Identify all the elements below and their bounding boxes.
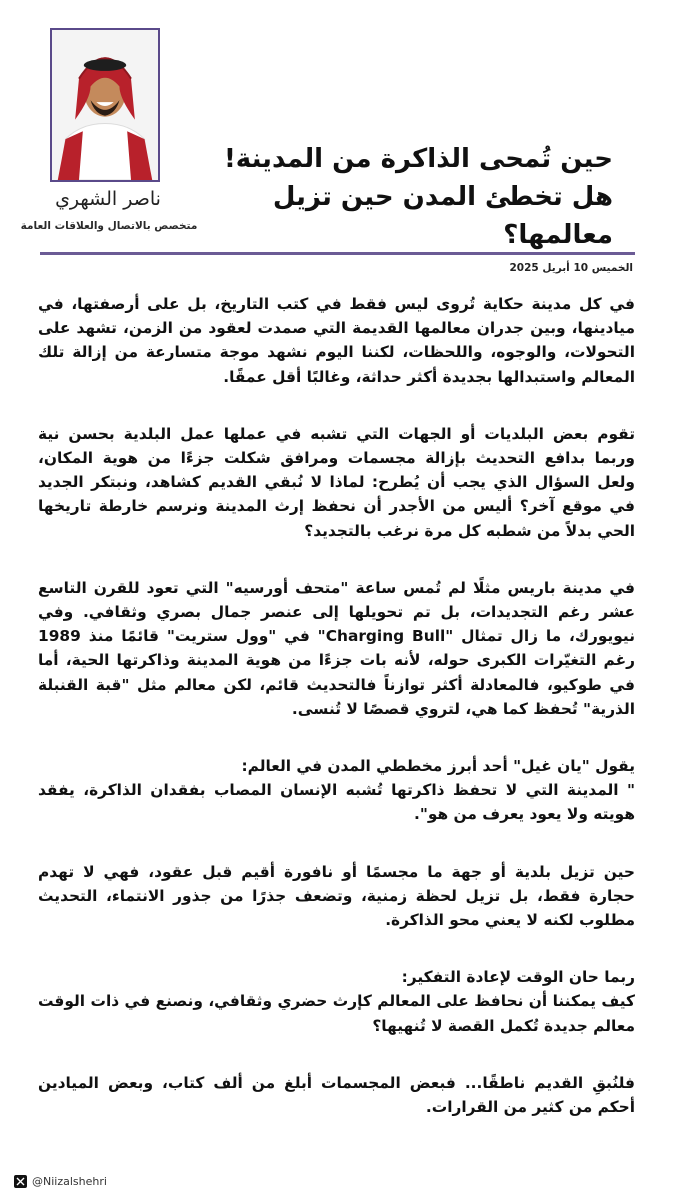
paragraph: حين تزيل بلدية أو جهة ما مجسمًا أو نافورة أقيم قبل عقود، فهي لا تهدم حجارة فقط، بل تزيل لحظة زمنية، وتضعف جذرًا من جذور الانتماء، التحديث مطلوب لكنه لا يعني محو الذاكرة. [38,862,635,930]
article-body [38,292,635,1152]
paragraph: فلنُبقِ القديم ناطقًا... فبعض المجسمات أبلغ من ألف كتاب، وبعض الميادين أحكم من كثير من القرارات. [38,1073,635,1117]
x-logo-icon [14,1175,27,1188]
title-line-1: حين تُمحى الذاكرة من المدينة! [223,144,613,174]
author-photo [50,28,160,182]
paragraph: تقوم بعض البلديات أو الجهات التي تشبه في عملها عمل البلدية بحسن نية وربما بدافع التحديث بإزالة مجسمات ومرافق شكلت جزءًا من هوية المكان، ولعل السؤال الذي يجب أن يُطرح: لماذا لا نُبقي القديم كشاهد، ونبتكر الجديد في موقع آخر؟ أليس من الأجدر أن نحفظ إرث المدينة ونرسم خارطة تاريخها الحي بدلاً من شطبه كل مرة نرغب بالتجديد؟ [38,424,635,540]
paragraph: في كل مدينة حكاية تُروى ليس فقط في كتب التاريخ، بل على أرصفتها، في ميادينها، وبين جدران معالمها القديمة التي صمدت لعقود من الزمن، تشهد على التحولات، والوجوه، واللحظات، لكننا اليوم نشهد موجة متسارعة من إزالة تلك المعالم واستبدالها بجديدة أكثر حداثة، وغالبًا أقل عمقًا. [38,295,635,386]
author-name: ناصر الشهري [55,188,161,210]
paragraph: ربما حان الوقت لإعادة التفكير: كيف يمكننا أن نحافظ على المعالم كإرث حضري وثقافي، ونصنع في ذات الوقت معالم جديدة تُكمل القصة لا تُنهيها؟ [38,968,635,1035]
author-portrait-image [52,30,158,180]
article-title [193,140,613,254]
footer [14,1175,107,1188]
social-handle[interactable]: @Niizalshehri [32,1175,107,1188]
author-role: متخصص بالاتصال والعلاقات العامة [20,220,198,232]
paragraph: في مدينة باريس مثلًا لم تُمس ساعة "متحف أورسيه" التي تعود للقرن التاسع عشر رغم التجديدات، بل تم تحويلها إلى عنصر جمال بصري وثقافي. وفي نيويورك، ما زال تمثال "Charging Bull" في "وول ستريت" قائمًا منذ 1989 رغم التغيّرات الكبرى حوله، لأنه بات جزءًا من هوية المدينة وذاكرتها الحية، أما في طوكيو، فالمعادلة أكثر توازناً فالتحديث قائم، لكن معالم مثل "قبة القنبلة الذرية" تُحفظ كما هي، لتروي قصصًا لا تُنسى. [38,578,635,718]
publish-date: الخميس 10 أبريل 2025 [509,262,633,274]
header-divider [40,252,635,255]
title-line-2: هل تخطئ المدن حين تزيل معالمها؟ [272,182,613,250]
paragraph: يقول "يان غيل" أحد أبرز مخططي المدن في العالم: " المدينة التي لا تحفظ ذاكرتها تُشبه الإنسان المصاب بفقدان الذاكرة، يفقد هويته ولا يعود يعرف من هو". [38,757,635,824]
